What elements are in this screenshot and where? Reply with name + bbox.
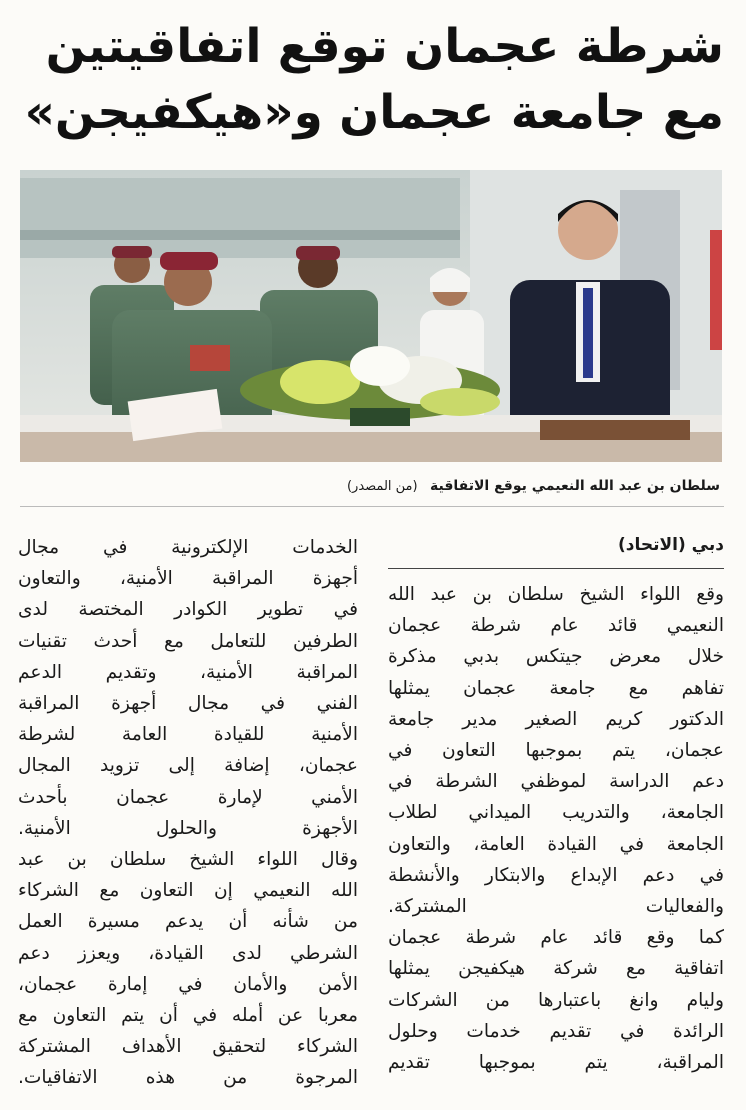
text-line: تفاهم مع جامعة عجمان يمثلها: [388, 677, 724, 699]
caption-divider: [20, 506, 724, 507]
right-column-text: [388, 579, 724, 1078]
text-line: من شأنه أن يدعم مسيرة العمل: [18, 911, 358, 933]
text-line: الأمنية للقيادة العامة لشرطة: [18, 724, 358, 746]
dateline: دبي (الاتحاد): [388, 530, 724, 569]
text-line: كما وقع قائد عام شرطة عجمان: [388, 927, 724, 949]
caption-source: (من المصدر): [346, 479, 418, 494]
article-column-right: [388, 530, 724, 1078]
text-line: وقع اللواء الشيخ سلطان بن عبد الله: [388, 584, 724, 605]
text-line: الجامعة في القيادة العامة، والتعاون: [388, 833, 724, 855]
headline-line-2: مع جامعة عجمان و«هيكفيجن»: [24, 85, 724, 140]
text-line: المراقبة، يتم بموجبها تقديم: [388, 1052, 724, 1074]
text-line: المرجوة من هذه الاتفاقيات.: [18, 1067, 358, 1089]
headline-line-1: شرطة عجمان توقع اتفاقيتين: [45, 19, 724, 74]
left-column-text: [18, 532, 358, 1094]
caption-text: سلطان بن عبد الله النعيمي يوقع الاتفاقية: [430, 478, 720, 494]
text-line: المراقبة الأمنية، وتقديم الدعم: [18, 661, 358, 683]
text-line: الجامعة، والتدريب الميداني لطلاب: [388, 802, 724, 824]
text-line: الشركاء لتحقيق الأهداف المشتركة: [18, 1036, 358, 1058]
text-line: خلال معرض جيتكس بدبي مذكرة: [388, 646, 724, 668]
text-line: الطرفين للتعامل مع أحدث تقنيات: [18, 630, 358, 652]
text-line: الأمن والأمان في إمارة عجمان،: [18, 973, 358, 995]
article-photo: [20, 170, 722, 462]
text-line: دعم الدراسة لموظفي الشرطة في: [388, 771, 724, 793]
text-line: الفني في مجال أجهزة المراقبة: [18, 693, 358, 715]
text-line: النعيمي قائد عام شرطة عجمان: [388, 615, 724, 637]
photo-caption: [30, 478, 720, 494]
text-line: في تطوير الكوادر المختصة لدى: [18, 599, 358, 621]
text-line: الأجهزة والحلول الأمنية.: [18, 817, 358, 839]
text-line: الرائدة في تقديم خدمات وحلول: [388, 1020, 724, 1042]
text-line: أجهزة المراقبة الأمنية، والتعاون: [18, 568, 358, 590]
text-line: الأمني لإمارة عجمان بأحدث: [18, 786, 358, 808]
text-line: معربا عن أمله في أن يتم التعاون مع: [18, 1005, 358, 1027]
text-line: عجمان، إضافة إلى تزويد المجال: [18, 755, 358, 777]
article-column-left: [18, 532, 358, 1094]
text-line: الله النعيمي إن التعاون مع الشركاء: [18, 880, 358, 902]
text-line: الدكتور كريم الصغير مدير جامعة: [388, 708, 724, 730]
text-line: عجمان، يتم بموجبها التعاون في: [388, 740, 724, 762]
text-line: في دعم الإبداع والابتكار والأنشطة: [388, 864, 724, 886]
text-line: اتفاقية مع شركة هيكفيجن يمثلها: [388, 958, 724, 980]
text-line: وقال اللواء الشيخ سلطان بن عبد: [18, 849, 358, 871]
photo-illustration: [20, 170, 722, 462]
text-line: والفعاليات المشتركة.: [388, 896, 724, 918]
text-line: الخدمات الإلكترونية في مجال: [18, 537, 358, 558]
article-headline: [24, 14, 724, 146]
text-line: الشرطي لدى القيادة، ويعزز دعم: [18, 942, 358, 964]
text-line: وليام وانغ باعتبارها من الشركات: [388, 989, 724, 1011]
